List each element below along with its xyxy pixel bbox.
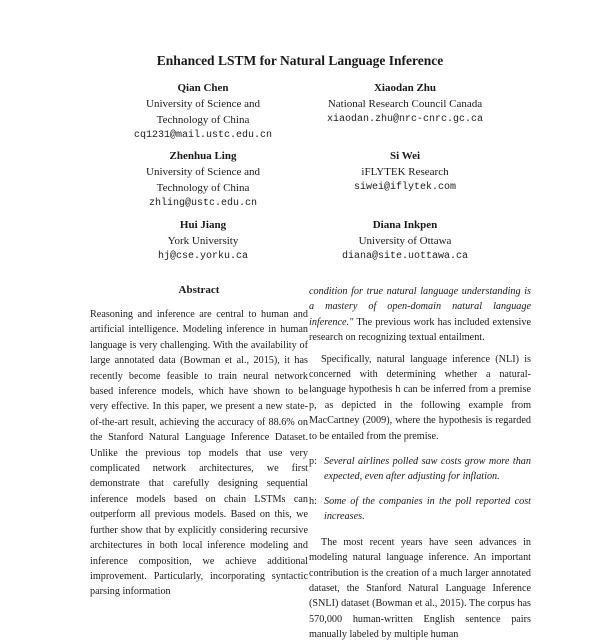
author-email[interactable]: siwei@iflytek.com xyxy=(353,182,457,193)
author-email[interactable]: cq1231@mail.ustc.edu.cn xyxy=(133,130,273,141)
paper-title: Enhanced LSTM for Natural Language Inference xyxy=(156,53,444,68)
author-affiliation: University of Ottawa xyxy=(358,235,452,247)
author-affiliation: Technology of China xyxy=(156,114,250,126)
intro-paragraph-3: The most recent years have seen advances in modeling natural language inference. An important contribution is the creation of a much larger annotated dataset, the Stanford Natural Language Inference (SNLI) dataset (Bowman et al., 2015). The corpus has 570,000 human-written English sentence pairs manually labeled by multiple human xyxy=(309,536,531,641)
author-email[interactable]: diana@site.uottawa.ca xyxy=(341,251,469,262)
example-text: Some of the companies in the poll reported cost increases. xyxy=(324,495,531,523)
intro-paragraph-2: Specifically, natural language inference (NLI) is concerned with determining whether a natural-language hypothesis h can be inferred from a premise p, as depicted in the following example from MacCartney (2009), where the hypothesis is regarded to be entailed from the premise. xyxy=(309,353,531,442)
author-affiliation: Technology of China xyxy=(156,182,250,194)
author-affiliation: iFLYTEK Research xyxy=(361,166,449,178)
abstract-column xyxy=(90,307,308,597)
example-hypothesis xyxy=(309,494,531,525)
author-block xyxy=(290,80,520,128)
quote-tail: The previous work has included extensive research on recognizing textual entailment. xyxy=(309,316,531,344)
author-email[interactable]: xiaodan.zhu@nrc-cnrc.gc.ca xyxy=(326,114,484,125)
right-column xyxy=(309,284,531,641)
example-label: p: xyxy=(309,456,317,468)
author-block xyxy=(88,80,318,144)
author-email[interactable]: zhling@ustc.edu.cn xyxy=(148,198,258,209)
author-affiliation: York University xyxy=(167,235,239,247)
author-block xyxy=(290,217,520,265)
example-text: Several airlines polled saw costs grow more than expected, even after adjusting for inflation. xyxy=(324,456,531,483)
abstract-text: Reasoning and inference are central to human and artificial intelligence. Modeling inference in human language is very challenging. With the availability of large annotated data (Bowman et al., 2015), it has recently become feasible to train neural network based inference models, which have shown to be very effective. In this paper, we present a new state-of-the-art result, achieving the accuracy of 88.6% on the Stanford Natural Language Inference Dataset. Unlike the previous top models that use very complicated network architectures, we first demonstrate that carefully designing sequential inference models based on chain LSTMs can outperform all previous models. Based on this, we further show that by explicitly considering recursive architectures in both local inference modeling and inference composition, we achieve additional improvement. Particularly, incorporating syntactic parsing information xyxy=(90,309,308,598)
author-name: Qian Chen xyxy=(177,82,229,94)
author-affiliation: University of Science and xyxy=(146,166,260,178)
abstract-heading: Abstract xyxy=(178,284,220,296)
author-name: Diana Inkpen xyxy=(372,219,438,231)
author-name: Zhenhua Ling xyxy=(169,150,237,162)
author-email[interactable]: hj@cse.yorku.ca xyxy=(157,251,248,262)
author-name: Hui Jiang xyxy=(179,219,227,231)
author-affiliation: University of Science and xyxy=(146,98,260,110)
example-premise xyxy=(309,454,531,485)
author-name: Xiaodan Zhu xyxy=(373,82,437,94)
author-affiliation: National Research Council Canada xyxy=(327,98,483,110)
quote-text: condition for true natural language understanding is a mastery of open-domain natural language inference." xyxy=(309,286,531,328)
example-label: h: xyxy=(309,495,317,507)
intro-paragraph-1 xyxy=(309,284,531,346)
author-block xyxy=(290,148,520,196)
author-name: Si Wei xyxy=(389,150,421,162)
author-block xyxy=(88,217,318,265)
author-block xyxy=(88,148,318,212)
